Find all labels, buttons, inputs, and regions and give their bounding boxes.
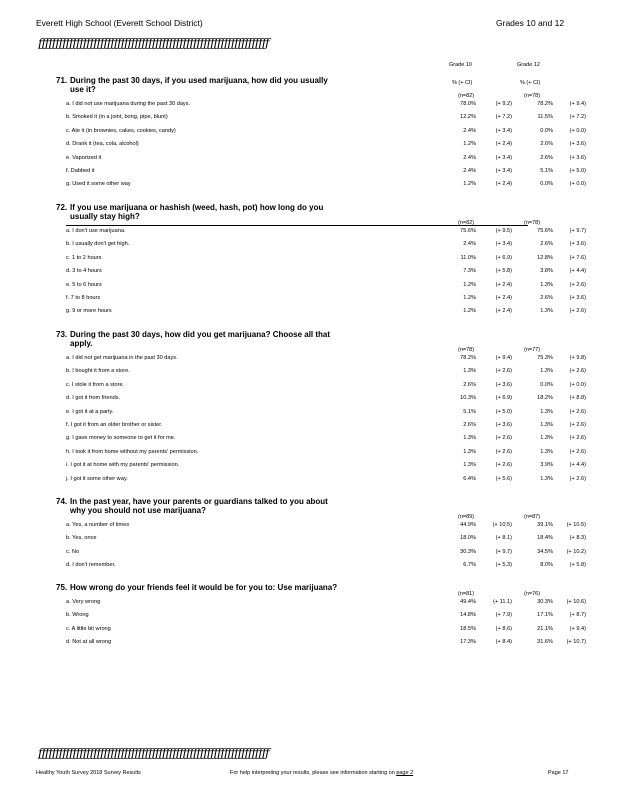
grade10-percent: 1.2% — [463, 281, 476, 288]
answer-label: g. I gave money to someone to get it for me. — [66, 435, 176, 442]
grade10-ci: (+ 10.5) — [492, 522, 512, 528]
answer-label: d. I got it from friends. — [66, 395, 121, 402]
grade12-percent: 1.3% — [540, 281, 553, 288]
answer-label: b. Wrong — [66, 612, 89, 619]
answer-label: b. I usually don't get high. — [66, 241, 130, 248]
grade10-percent: 1.3% — [463, 462, 476, 469]
grade10-ci: (+ 3.4) — [495, 241, 512, 248]
grade12-percent: 1.3% — [540, 421, 553, 428]
grade12-percent: 1.3% — [540, 308, 553, 315]
grade12-percent: 0.0% — [540, 127, 553, 134]
question-title — [56, 203, 366, 221]
question-block — [56, 330, 586, 482]
grade12-percent: 75.3% — [537, 355, 553, 361]
answer-label: c. I stole it from a store. — [66, 381, 125, 388]
table-row — [66, 609, 586, 622]
grade12-ci: (+ 2.6) — [569, 281, 586, 288]
grade10-ci: (+ 11.1) — [492, 599, 512, 605]
grade12-ci: (+ 4.4) — [569, 268, 586, 275]
grade10-percent: 49.4% — [460, 599, 476, 605]
grade12-ci: (+ 3.6) — [569, 141, 586, 148]
question-text-line2: use it? — [70, 85, 96, 94]
grade10-percent: 2.4% — [463, 241, 476, 248]
table-row — [66, 432, 586, 445]
question-number: 74. — [56, 497, 68, 506]
grade10-ci: (+ 6.9) — [495, 254, 512, 261]
grade10-ci: (+ 8.1) — [495, 535, 512, 542]
answer-label: f. 7 to 8 hours — [66, 294, 101, 301]
answer-label: f. I got it from an older brother or sister. — [66, 421, 163, 428]
table-row — [66, 406, 586, 419]
grade12-ci: (+ 3.6) — [569, 241, 586, 248]
header-school: Everett High School (Everett School District) — [36, 18, 203, 28]
grade12-ci: (+ 2.6) — [569, 421, 586, 428]
answer-label: e. I got it at a party. — [66, 408, 114, 415]
grade12-ci: (+ 0.0) — [569, 127, 586, 134]
question-number: 71. — [56, 76, 68, 85]
answer-label: a. I don't use marijuana. — [66, 228, 126, 234]
grade10-ci: (+ 9.2) — [495, 101, 512, 107]
grade10-ci: (+ 3.4) — [495, 127, 512, 134]
grade12-percent: 1.3% — [540, 408, 553, 415]
answer-label: a. I did not get marijuana in the past 30 days. — [66, 355, 178, 361]
grade10-percent: 2.4% — [463, 154, 476, 161]
grade10-ci: (+ 6.9) — [495, 395, 512, 402]
answer-label: g. 9 or more hours — [66, 308, 112, 315]
grade10-ci: (+ 2.6) — [495, 462, 512, 469]
grade12-ci: (+ 2.6) — [569, 308, 586, 315]
grade12-percent: 11.5% — [537, 114, 553, 121]
answer-rows — [66, 225, 586, 319]
grade12-percent: 34.5% — [537, 548, 553, 555]
grade10-ci: (+ 3.6) — [495, 421, 512, 428]
grade12-ci: (+ 0.0) — [569, 381, 586, 388]
table-row — [66, 379, 586, 392]
grade12-ci: (+ 10.7) — [566, 639, 586, 646]
grade12-percent: 1.3% — [540, 435, 553, 442]
grade10-ci: (+ 8.4) — [495, 639, 512, 646]
grade10-ci: (+ 7.9) — [495, 612, 512, 619]
question-block — [56, 76, 586, 188]
table-row — [66, 138, 586, 151]
grade12-ci: (+ 2.6) — [569, 435, 586, 442]
table-row — [66, 473, 586, 486]
grade12-percent: 3.8% — [540, 268, 553, 275]
grade10-percent: 2.4% — [463, 127, 476, 134]
grade12-percent: 0.0% — [540, 181, 553, 188]
answer-label: b. Yes, once — [66, 535, 97, 542]
grade10-ci: (+ 5.6) — [495, 475, 512, 482]
grade12-percent: 5.1% — [540, 167, 553, 174]
answer-label: a. Yes, a number of times — [66, 522, 130, 528]
grade12-percent: 2.6% — [540, 294, 553, 301]
grade12-ci: (+ 3.6) — [569, 154, 586, 161]
table-row — [66, 125, 586, 138]
answer-label: d. I don't remember. — [66, 562, 116, 569]
bottom-divider: ƒƒƒƒƒƒƒƒƒƒƒƒƒƒƒƒƒƒƒƒƒƒƒƒƒƒƒƒƒƒƒƒƒƒƒƒƒƒƒƒƒƒƒƒƒƒƒƒƒƒƒƒƒƒƒƒƒƒƒƒƒƒƒƒƒƒƒ — [38, 747, 269, 759]
grade12-percent: 2.6% — [540, 141, 553, 148]
grade10-ci: (+ 3.4) — [495, 167, 512, 174]
grade10-percent: 1.3% — [463, 368, 476, 375]
answer-label: d. Not at all wrong — [66, 639, 112, 646]
footer-help — [230, 770, 413, 776]
grade10-n: (n=89) — [458, 514, 475, 520]
grade10-percent: 18.5% — [460, 625, 476, 632]
grade12-stat-header: % (+ CI) — [520, 80, 541, 86]
question-block — [56, 497, 586, 569]
table-row — [66, 165, 586, 178]
grade10-ci: (+ 7.2) — [495, 114, 512, 121]
grade12-ci: (+ 10.6) — [566, 599, 586, 605]
grade12-n: (n=87) — [524, 514, 541, 520]
table-row — [66, 392, 586, 405]
question-text-line2: apply. — [70, 339, 93, 348]
grade10-percent: 1.3% — [463, 448, 476, 455]
grade12-percent: 17.1% — [537, 612, 553, 619]
table-row — [66, 459, 586, 472]
grade12-percent: 2.6% — [540, 154, 553, 161]
grade10-percent: 1.2% — [463, 141, 476, 148]
grade12-n: (n=77) — [524, 347, 541, 353]
question-number: 73. — [56, 330, 68, 339]
grade10-ci: (+ 2.6) — [495, 435, 512, 442]
question-title — [56, 76, 366, 94]
table-row — [66, 152, 586, 165]
question-text-line1: During the past 30 days, if you used marijuana, how did you usually — [70, 76, 328, 85]
top-divider: ƒƒƒƒƒƒƒƒƒƒƒƒƒƒƒƒƒƒƒƒƒƒƒƒƒƒƒƒƒƒƒƒƒƒƒƒƒƒƒƒƒƒƒƒƒƒƒƒƒƒƒƒƒƒƒƒƒƒƒƒƒƒƒƒƒƒƒ — [38, 37, 269, 49]
answer-label: e. Vaporized it — [66, 154, 102, 161]
table-rule — [66, 225, 528, 226]
grade10-ci: (+ 2.4) — [495, 308, 512, 315]
grade10-ci: (+ 3.6) — [495, 381, 512, 388]
grade10-header: Grade 10 — [449, 62, 472, 68]
grade10-ci: (+ 2.4) — [495, 181, 512, 188]
grade10-percent: 7.3% — [463, 268, 476, 275]
grade12-percent: 1.3% — [540, 448, 553, 455]
grade10-ci: (+ 9.4) — [495, 355, 512, 361]
grade12-percent: 30.3% — [537, 599, 553, 605]
grade12-ci: (+ 8.3) — [569, 535, 586, 542]
question-text-line1: If you use marijuana or hashish (weed, hash, pot) how long do you — [70, 203, 324, 212]
header-grades: Grades 10 and 12 — [496, 18, 565, 28]
grade12-percent: 21.1% — [537, 625, 553, 632]
answer-rows — [66, 596, 586, 650]
grade10-ci: (+ 5.0) — [495, 408, 512, 415]
grade12-ci: (+ 9.8) — [569, 355, 586, 361]
answer-label: j. I got it some other way. — [66, 475, 128, 482]
table-row — [66, 292, 586, 305]
table-row — [66, 365, 586, 378]
grade12-ci: (+ 3.6) — [569, 294, 586, 301]
grade10-percent: 1.3% — [463, 435, 476, 442]
table-row — [66, 225, 586, 238]
grade10-ci: (+ 5.8) — [495, 268, 512, 275]
question-title — [56, 497, 366, 515]
grade10-n: (n=82) — [458, 93, 475, 99]
table-row — [66, 279, 586, 292]
grade10-percent: 78.2% — [460, 355, 476, 361]
answer-label: f. Dabbed it — [66, 167, 95, 174]
grade10-n: (n=82) — [458, 220, 475, 226]
table-row — [66, 419, 586, 432]
grade12-ci: (+ 2.6) — [569, 475, 586, 482]
question-block — [56, 203, 586, 315]
answer-rows — [66, 98, 586, 192]
grade10-percent: 2.4% — [463, 167, 476, 174]
table-row — [66, 265, 586, 278]
grade10-percent: 78.0% — [460, 101, 476, 107]
question-text-line1: During the past 30 days, how did you get marijuana? Choose all that — [70, 330, 331, 339]
grade12-percent: 78.2% — [537, 101, 553, 107]
grade12-percent: 18.4% — [537, 535, 553, 542]
grade12-percent: 3.9% — [540, 462, 553, 469]
grade12-percent: 2.6% — [540, 241, 553, 248]
answer-label: d. Drank it (tea, cola, alcohol) — [66, 141, 139, 148]
grade12-percent: 75.6% — [537, 228, 553, 234]
answer-label: e. 5 to 6 hours — [66, 281, 102, 288]
grade10-ci: (+ 8.6) — [495, 625, 512, 632]
table-row — [66, 623, 586, 636]
grade10-percent: 30.3% — [460, 548, 476, 555]
grade10-percent: 2.6% — [463, 421, 476, 428]
grade12-ci: (+ 7.6) — [569, 254, 586, 261]
grade12-ci: (+ 7.2) — [569, 114, 586, 121]
grade12-percent: 8.0% — [540, 562, 553, 569]
answer-label: h. I took it from home without my parents' permission. — [66, 448, 199, 455]
grade10-ci: (+ 2.6) — [495, 368, 512, 375]
footer-survey: Healthy Youth Survey 2018 Survey Results — [36, 770, 141, 776]
grade12-percent: 1.3% — [540, 368, 553, 375]
grade12-percent: 39.1% — [537, 522, 553, 528]
table-row — [66, 111, 586, 124]
answer-label: c. Ate it (in brownies, cakes, cookies, candy) — [66, 127, 176, 134]
grade12-ci: (+ 8.7) — [569, 612, 586, 619]
grade12-percent: 12.8% — [537, 254, 553, 261]
table-row — [66, 238, 586, 251]
grade10-ci: (+ 2.6) — [495, 448, 512, 455]
grade10-percent: 75.6% — [460, 228, 476, 234]
table-row — [66, 559, 586, 572]
grade10-ci: (+ 5.3) — [495, 562, 512, 569]
grade10-n: (n=81) — [458, 591, 475, 597]
answer-label: i. I got it at home with my parents' permission. — [66, 462, 180, 469]
grade10-percent: 1.2% — [463, 294, 476, 301]
table-row — [66, 98, 586, 111]
table-row — [66, 305, 586, 318]
table-row — [66, 178, 586, 191]
grade12-percent: 1.3% — [540, 475, 553, 482]
grade10-ci: (+ 3.4) — [495, 154, 512, 161]
grade12-header: Grade 12 — [517, 62, 540, 68]
grade10-percent: 2.6% — [463, 381, 476, 388]
grade12-ci: (+ 0.0) — [569, 181, 586, 188]
grade12-ci: (+ 8.8) — [569, 395, 586, 402]
table-row — [66, 532, 586, 545]
grade10-ci: (+ 2.4) — [495, 141, 512, 148]
grade12-ci: (+ 9.7) — [569, 228, 586, 234]
grade10-percent: 1.2% — [463, 181, 476, 188]
grade10-percent: 18.0% — [460, 535, 476, 542]
question-title — [56, 583, 366, 592]
table-row — [66, 446, 586, 459]
grade10-percent: 6.4% — [463, 475, 476, 482]
grade10-percent: 1.2% — [463, 308, 476, 315]
grade10-percent: 5.1% — [463, 408, 476, 415]
grade12-ci: (+ 2.6) — [569, 408, 586, 415]
question-text-line1: In the past year, have your parents or guardians talked to you about — [70, 497, 328, 506]
footer-page-number: Page 17 — [548, 770, 569, 776]
grade10-percent: 10.3% — [460, 395, 476, 402]
footer-page-link[interactable]: page 2 — [396, 770, 414, 776]
grade12-ci: (+ 4.4) — [569, 462, 586, 469]
grade12-ci: (+ 10.2) — [566, 548, 586, 555]
answer-label: c. No — [66, 548, 80, 555]
answer-label: g. Used it some other way — [66, 181, 131, 188]
table-row — [66, 546, 586, 559]
table-row — [66, 519, 586, 532]
grade10-percent: 44.9% — [460, 522, 476, 528]
grade10-ci: (+ 2.4) — [495, 281, 512, 288]
answer-label: a. Very wrong — [66, 599, 101, 605]
grade12-ci: (+ 2.6) — [569, 368, 586, 375]
question-number: 72. — [56, 203, 68, 212]
answer-label: b. Smoked it (in a joint, bong, pipe, blunt) — [66, 114, 168, 121]
answer-label: d. 3 to 4 hours — [66, 268, 102, 275]
grade12-percent: 0.0% — [540, 381, 553, 388]
grade10-ci: (+ 9.7) — [495, 548, 512, 555]
table-row — [66, 252, 586, 265]
grade12-ci: (+ 10.5) — [566, 522, 586, 528]
question-title — [56, 330, 366, 348]
grade12-ci: (+ 5.0) — [569, 167, 586, 174]
table-row — [66, 352, 586, 365]
table-row — [66, 596, 586, 609]
grade12-ci: (+ 9.4) — [569, 101, 586, 107]
grade10-percent: 11.0% — [460, 254, 476, 261]
answer-rows — [66, 352, 586, 486]
answer-rows — [66, 519, 586, 573]
question-text-line2: usually stay high? — [70, 212, 140, 221]
table-row — [66, 636, 586, 649]
grade12-n: (n=78) — [524, 93, 541, 99]
grade10-stat-header: % (+ CI) — [452, 80, 473, 86]
grade10-n: (n=78) — [458, 347, 475, 353]
grade10-percent: 12.2% — [460, 114, 476, 121]
grade12-percent: 18.2% — [537, 395, 553, 402]
question-number: 75. — [56, 583, 68, 592]
grade12-ci: (+ 5.8) — [569, 562, 586, 569]
answer-label: c. A little bit wrong — [66, 625, 111, 632]
footer-help-text: For help interpreting your results, please see information starting on — [230, 770, 395, 776]
grade12-n: (n=76) — [524, 591, 541, 597]
grade12-ci: (+ 2.6) — [569, 448, 586, 455]
answer-label: c. 1 to 2 hours — [66, 254, 102, 261]
grade10-ci: (+ 9.5) — [495, 228, 512, 234]
question-text-line1: How wrong do your friends feel it would be for you to: Use marijuana? — [70, 583, 338, 592]
question-block — [56, 583, 586, 646]
grade12-n: (n=78) — [524, 220, 541, 226]
grade10-ci: (+ 2.4) — [495, 294, 512, 301]
grade12-percent: 31.6% — [537, 639, 553, 646]
answer-label: b. I bought it from a store. — [66, 368, 130, 375]
grade10-percent: 17.3% — [460, 639, 476, 646]
grade12-ci: (+ 9.4) — [569, 625, 586, 632]
answer-label: a. I did not use marijuana during the past 30 days. — [66, 101, 191, 107]
question-text-line2: why you should not use marijuana? — [70, 506, 207, 515]
grade10-percent: 14.8% — [460, 612, 476, 619]
grade10-percent: 6.7% — [463, 562, 476, 569]
